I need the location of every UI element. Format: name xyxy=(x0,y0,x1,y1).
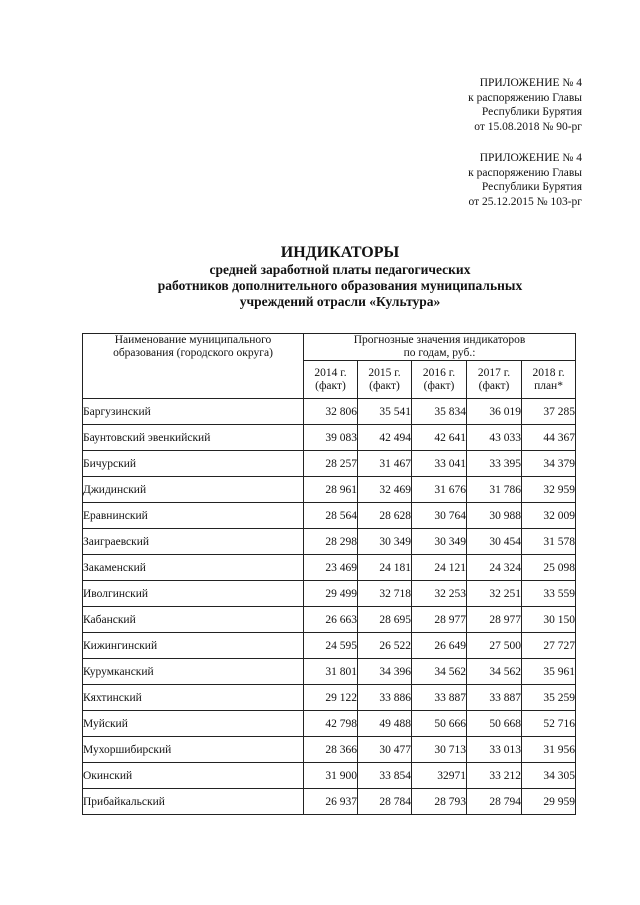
table-row xyxy=(83,685,576,711)
indicator-value: 50 668 xyxy=(467,711,522,737)
municipality-name: Курумканский xyxy=(83,659,304,685)
indicator-value: 33 854 xyxy=(358,763,412,789)
indicator-value: 28 628 xyxy=(358,503,412,529)
indicator-value: 31 801 xyxy=(304,659,358,685)
appendix-line: Республики Бурятия xyxy=(481,106,582,118)
indicator-value: 31 578 xyxy=(522,529,576,555)
indicator-value: 28 794 xyxy=(467,789,522,815)
indicator-value: 32 469 xyxy=(358,477,412,503)
header-text: Наименование муниципального xyxy=(114,334,272,346)
indicator-value: 35 259 xyxy=(522,685,576,711)
indicator-value: 31 676 xyxy=(412,477,467,503)
indicator-value: 30 349 xyxy=(412,529,467,555)
indicator-value: 52 716 xyxy=(522,711,576,737)
table-row xyxy=(83,633,576,659)
indicator-value: 28 793 xyxy=(412,789,467,815)
indicator-value: 36 019 xyxy=(467,399,522,425)
indicator-value: 23 469 xyxy=(304,555,358,581)
appendix-line: к распоряжению Главы xyxy=(468,91,582,104)
header-text: образования (городского округа) xyxy=(113,347,273,359)
year-label: 2017 г. xyxy=(477,366,511,379)
table-row xyxy=(83,711,576,737)
table-row xyxy=(83,763,576,789)
indicator-value: 32 009 xyxy=(522,503,576,529)
indicator-value: 35 834 xyxy=(412,399,467,425)
indicator-value: 27 727 xyxy=(522,633,576,659)
indicator-value: 33 887 xyxy=(467,685,522,711)
indicator-value: 26 663 xyxy=(304,607,358,633)
indicator-value: 30 349 xyxy=(358,529,412,555)
indicator-value: 29 959 xyxy=(522,789,576,815)
year-type: (факт) xyxy=(423,379,455,392)
year-label: 2014 г. xyxy=(314,366,347,379)
municipality-name: Баргузинский xyxy=(83,399,304,425)
table-row xyxy=(83,399,576,425)
municipality-name: Заиграевский xyxy=(83,529,304,555)
indicator-value: 28 977 xyxy=(467,607,522,633)
indicator-value: 30 988 xyxy=(467,503,522,529)
indicator-value: 33 395 xyxy=(467,451,522,477)
municipality-name: Муйский xyxy=(83,711,304,737)
year-type: (факт) xyxy=(478,379,510,392)
indicator-value: 33 041 xyxy=(412,451,467,477)
column-header-forecast xyxy=(304,334,576,361)
indicator-value: 37 285 xyxy=(522,399,576,425)
indicator-value: 30 713 xyxy=(412,737,467,763)
table-row xyxy=(83,659,576,685)
indicator-value: 42 641 xyxy=(412,425,467,451)
title-line: учреждений отрасли «Культура» xyxy=(239,294,441,309)
municipality-name: Кяхтинский xyxy=(83,685,304,711)
column-header-year xyxy=(358,361,412,399)
indicator-value: 31 786 xyxy=(467,477,522,503)
table-row xyxy=(83,451,576,477)
indicator-value: 26 522 xyxy=(358,633,412,659)
year-label: 2018 г. xyxy=(532,366,565,379)
table-row xyxy=(83,477,576,503)
indicator-value: 35 961 xyxy=(522,659,576,685)
municipality-name: Окинский xyxy=(83,763,304,789)
indicator-value: 33 559 xyxy=(522,581,576,607)
indicator-value: 31 900 xyxy=(304,763,358,789)
title-line: средней заработной платы педагогических xyxy=(209,262,471,277)
column-header-year xyxy=(467,361,522,399)
indicator-value: 32 253 xyxy=(412,581,467,607)
title-main: ИНДИКАТОРЫ xyxy=(280,244,400,261)
municipality-name: Бичурский xyxy=(83,451,304,477)
indicator-value: 34 379 xyxy=(522,451,576,477)
municipality-name: Джидинский xyxy=(83,477,304,503)
indicator-value: 28 298 xyxy=(304,529,358,555)
indicator-value: 43 033 xyxy=(467,425,522,451)
indicator-value: 33 887 xyxy=(412,685,467,711)
table-row xyxy=(83,737,576,763)
municipality-name: Кабанский xyxy=(83,607,304,633)
indicator-value: 29 499 xyxy=(304,581,358,607)
indicator-value: 27 500 xyxy=(467,633,522,659)
indicator-value: 28 564 xyxy=(304,503,358,529)
municipality-name: Баунтовский эвенкийский xyxy=(83,425,304,451)
municipality-name: Кижингинский xyxy=(83,633,304,659)
indicator-value: 28 784 xyxy=(358,789,412,815)
municipality-name: Иволгинский xyxy=(83,581,304,607)
municipality-name: Прибайкальский xyxy=(83,789,304,815)
indicator-value: 25 098 xyxy=(522,555,576,581)
indicator-value: 34 396 xyxy=(358,659,412,685)
indicator-value: 34 562 xyxy=(412,659,467,685)
appendix-header-original xyxy=(468,151,582,209)
appendix-title: ПРИЛОЖЕНИЕ № 4 xyxy=(479,152,582,164)
indicator-value: 34 305 xyxy=(522,763,576,789)
appendix-date: от 25.12.2015 № 103-рг xyxy=(468,195,582,208)
table-row xyxy=(83,555,576,581)
indicator-value: 28 961 xyxy=(304,477,358,503)
indicator-value: 42 798 xyxy=(304,711,358,737)
year-label: 2015 г. xyxy=(368,366,401,379)
header-text: Прогнозные значения индикаторов xyxy=(353,334,526,346)
indicator-value: 26 649 xyxy=(412,633,467,659)
indicator-value: 28 366 xyxy=(304,737,358,763)
municipality-name: Еравнинский xyxy=(83,503,304,529)
indicator-value: 30 150 xyxy=(522,607,576,633)
indicator-value: 28 257 xyxy=(304,451,358,477)
indicator-value: 31 956 xyxy=(522,737,576,763)
indicator-value: 42 494 xyxy=(358,425,412,451)
indicator-value: 49 488 xyxy=(358,711,412,737)
indicator-value: 24 121 xyxy=(412,555,467,581)
appendix-line: к распоряжению Главы xyxy=(468,166,582,179)
indicator-value: 33 013 xyxy=(467,737,522,763)
indicator-value: 28 977 xyxy=(412,607,467,633)
header-text: по годам, руб.: xyxy=(403,347,476,359)
indicator-value: 28 695 xyxy=(358,607,412,633)
column-header-year xyxy=(304,361,358,399)
indicator-value: 32 959 xyxy=(522,477,576,503)
year-label: 2016 г. xyxy=(422,366,456,379)
indicator-value: 24 181 xyxy=(358,555,412,581)
indicator-value: 24 324 xyxy=(467,555,522,581)
indicator-value: 30 477 xyxy=(358,737,412,763)
table-body xyxy=(83,399,576,815)
header-row xyxy=(83,334,576,361)
indicator-value: 29 122 xyxy=(304,685,358,711)
indicator-value: 31 467 xyxy=(358,451,412,477)
indicator-value: 44 367 xyxy=(522,425,576,451)
appendix-line: Республики Бурятия xyxy=(481,181,582,193)
column-header-year xyxy=(412,361,467,399)
appendix-date: от 15.08.2018 № 90-рг xyxy=(474,120,582,133)
indicator-value: 39 083 xyxy=(304,425,358,451)
appendix-header-current xyxy=(468,76,582,134)
table-row xyxy=(83,607,576,633)
indicator-value: 32 806 xyxy=(304,399,358,425)
indicator-value: 33 212 xyxy=(467,763,522,789)
indicator-value: 35 541 xyxy=(358,399,412,425)
municipality-name: Мухоршибирский xyxy=(83,737,304,763)
table-row xyxy=(83,581,576,607)
appendix-title: ПРИЛОЖЕНИЕ № 4 xyxy=(479,77,582,89)
table-row xyxy=(83,425,576,451)
table-row xyxy=(83,529,576,555)
column-header-name xyxy=(83,334,304,399)
indicator-value: 32971 xyxy=(412,763,467,789)
document-title xyxy=(100,243,580,310)
indicator-value: 26 937 xyxy=(304,789,358,815)
indicator-value: 30 454 xyxy=(467,529,522,555)
title-line: работников дополнительного образования муниципальных xyxy=(157,278,523,293)
indicator-value: 32 718 xyxy=(358,581,412,607)
indicators-table xyxy=(82,333,576,815)
year-type: (факт) xyxy=(369,379,400,392)
indicator-value: 34 562 xyxy=(467,659,522,685)
indicator-value: 50 666 xyxy=(412,711,467,737)
indicator-value: 32 251 xyxy=(467,581,522,607)
indicator-value: 33 886 xyxy=(358,685,412,711)
indicator-value: 24 595 xyxy=(304,633,358,659)
table-row xyxy=(83,503,576,529)
column-header-year xyxy=(522,361,576,399)
indicator-value: 30 764 xyxy=(412,503,467,529)
municipality-name: Закаменский xyxy=(83,555,304,581)
year-type: план* xyxy=(534,379,563,392)
year-type: (факт) xyxy=(315,379,346,392)
table-row xyxy=(83,789,576,815)
